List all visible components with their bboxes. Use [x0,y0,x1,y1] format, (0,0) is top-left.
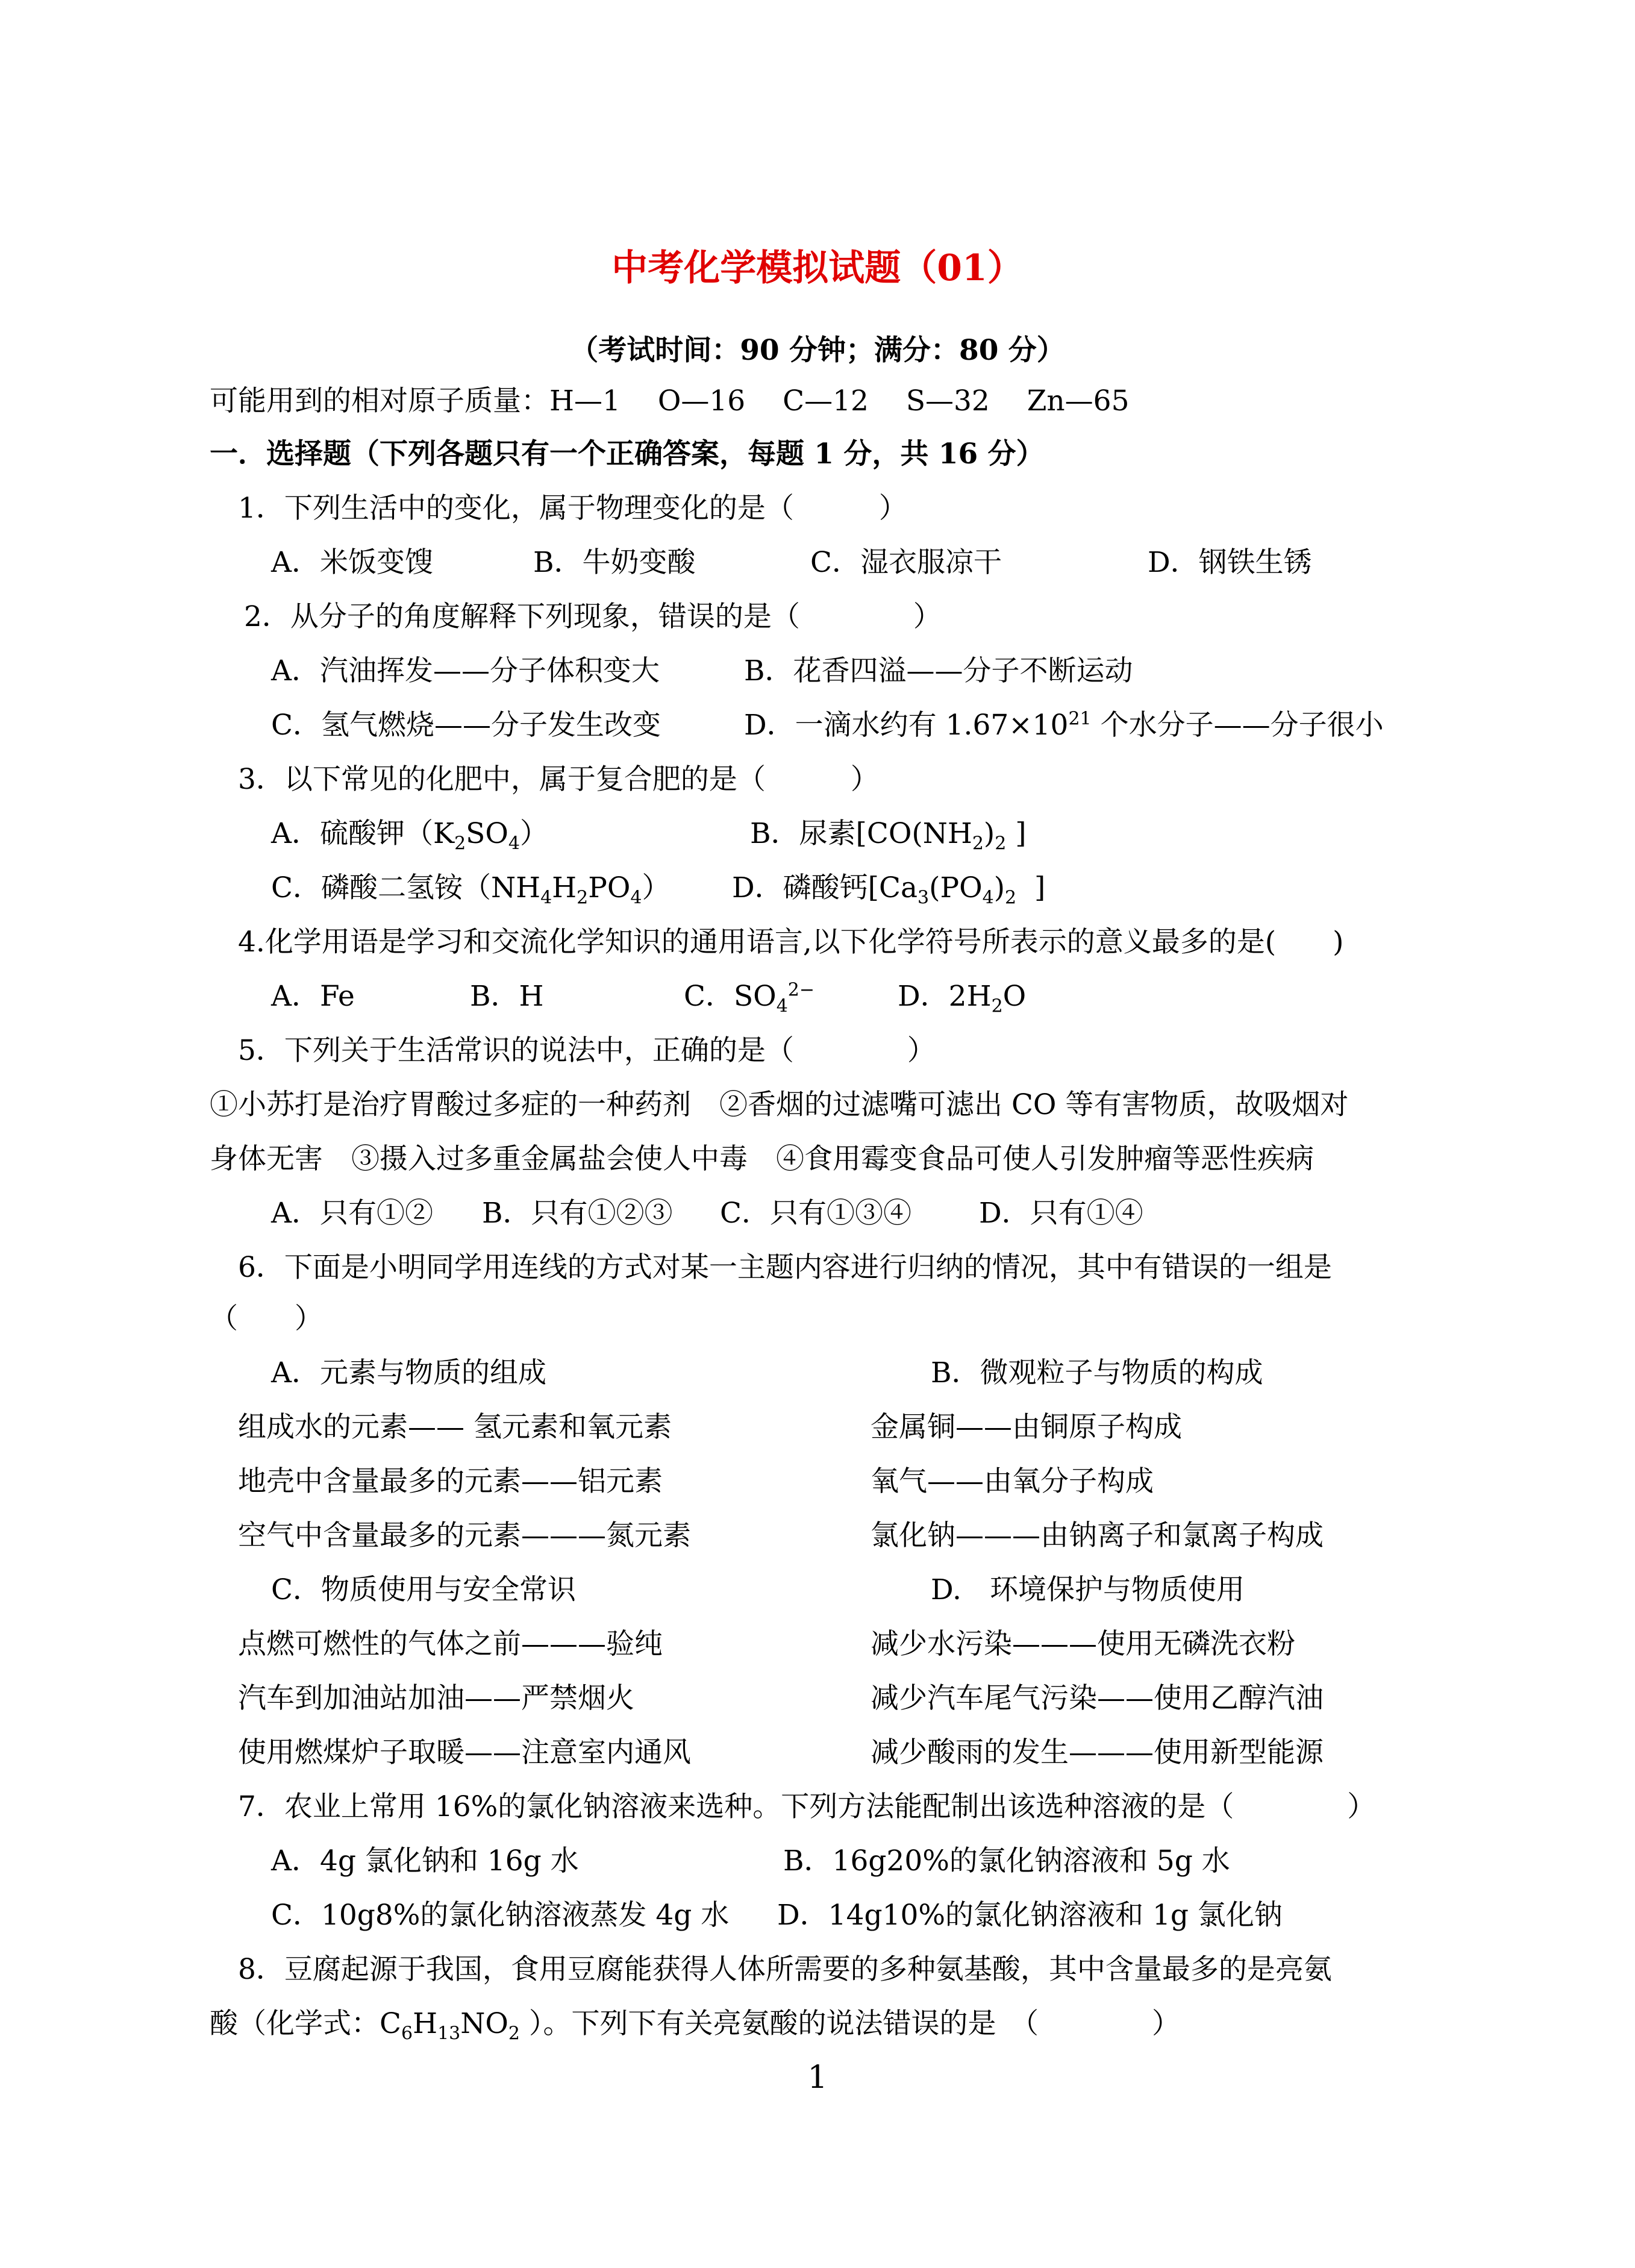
q7-option-c: C．10g8%的氯化钠溶液蒸发 4g 水 [271,1899,730,1932]
q2-option-d: D．一滴水约有 $1.67\times 10^{21}$ 个水分子——分子很小 [744,708,1384,742]
q1-option-d: D．钢铁生锈 [1148,546,1312,579]
q5-option-a: A．只有①② [271,1197,433,1230]
question-8-stem: 8．豆腐起源于我国，食用豆腐能获得人体所需要的多种氨基酸，其中含量最多的是亮氨 [238,1953,1332,1986]
q6-b-item-2: 氧气——由氧分子构成 [871,1465,1154,1498]
q2-option-b: B．花香四溢——分子不断运动 [744,654,1133,688]
q3-option-d: D．磷酸钙[$Ca_3(PO_4)_2$ ] [732,871,1046,909]
q6-group-b-heading: B．微观粒子与物质的构成 [931,1356,1263,1389]
q1-option-c: C．湿衣服凉干 [810,546,1002,579]
q6-answer-paren: （ ） [210,1302,323,1335]
q6-group-d-heading: D. 环境保护与物质使用 [931,1573,1245,1606]
q1-option-a: A．米饭变馊 [271,546,433,579]
exam-subtitle: （考试时间：90 分钟；满分：80 分） [570,334,1065,367]
q6-group-a-heading: A．元素与物质的组成 [271,1356,546,1389]
question-3-stem: 3．以下常见的化肥中，属于复合肥的是（ ） [238,763,879,796]
q7-option-d: D．14g10%的氯化钠溶液和 1g 氯化钠 [777,1899,1283,1932]
q4-option-a: A．Fe [271,980,355,1013]
q6-c-item-2: 汽车到加油站加油——严禁烟火 [238,1682,634,1715]
question-4-stem: 4.化学用语是学习和交流化学知识的通用语言,以下化学符号所表示的意义最多的是( ) [238,926,1344,959]
atomic-masses: 可能用到的相对原子质量：H—1 O—16 C—12 S—32 Zn—65 [210,384,1130,418]
q4-option-d: D．$2H_2O$ [898,980,1027,1017]
q5-option-b: B．只有①②③ [482,1197,673,1230]
exam-title: 中考化学模拟试题（01） [611,247,1024,289]
q7-option-a: A．4g 氯化钠和 16g 水 [271,1844,579,1878]
q3-option-c: C．磷酸二氢铵$(NH_4H_2PO_4)$ [271,871,671,909]
section-heading: 一．选择题（下列各题只有一个正确答案，每题 1 分，共 16 分） [210,437,1045,471]
page-number: 1 [807,2060,828,2096]
q5-option-d: D．只有①④ [979,1197,1143,1230]
q6-group-c-heading: C．物质使用与安全常识 [271,1573,576,1606]
q6-a-item-3: 空气中含量最多的元素———氮元素 [238,1519,691,1552]
question-8-stem-cont: 酸（化学式：$C_6H_{13}NO_2$ ）。下列下有关亮氨酸的说法错误的是 （ ） [210,2007,1180,2044]
q6-c-item-1: 点燃可燃性的气体之前———验纯 [238,1627,663,1661]
q5-option-c: C．只有①③④ [720,1197,911,1230]
q6-c-item-3: 使用燃煤炉子取暖——注意室内通风 [238,1736,691,1769]
q3-option-a: A．硫酸钾$(K_2SO_4)$ [271,817,548,854]
question-2-stem: 2．从分子的角度解释下列现象，错误的是（ ） [244,600,942,633]
q6-b-item-3: 氯化钠———由钠离子和氯离子构成 [871,1519,1324,1552]
q5-statement-line-2: 身体无害 ③摄入过多重金属盐会使人中毒 ④食用霉变食品可使人引发肿瘤等恶性疾病 [210,1142,1314,1176]
q7-option-b: B．16g20%的氯化钠溶液和 5g 水 [783,1844,1230,1878]
q1-option-b: B．牛奶变酸 [533,546,696,579]
q6-a-item-1: 组成水的元素—— 氢元素和氧元素 [238,1411,672,1444]
q4-option-c: C．$SO_4^{2-}$ [684,979,815,1017]
q2-option-a: A．汽油挥发——分子体积变大 [271,654,660,688]
question-5-stem: 5．下列关于生活常识的说法中，正确的是（ ） [238,1034,936,1067]
question-1-stem: 1．下列生活中的变化，属于物理变化的是（ ） [238,492,907,525]
question-7-stem: 7．农业上常用 16%的氯化钠溶液来选种。下列方法能配制出该选种溶液的是（ ） [238,1790,1376,1823]
q3-option-b: B．尿素[$CO(NH_2)_2$ ] [750,817,1027,854]
q2-option-c: C．氢气燃烧——分子发生改变 [271,709,661,742]
q5-statement-line-1: ①小苏打是治疗胃酸过多症的一种药剂 ②香烟的过滤嘴可滤出 CO 等有害物质，故吸烟对 [210,1088,1349,1121]
q6-b-item-1: 金属铜——由铜原子构成 [871,1411,1182,1444]
q6-d-item-3: 减少酸雨的发生———使用新型能源 [871,1736,1324,1769]
q4-option-b: B．H [470,980,544,1013]
question-6-stem: 6．下面是小明同学用连线的方式对某一主题内容进行归纳的情况，其中有错误的一组是 [238,1251,1332,1284]
q6-d-item-2: 减少汽车尾气污染——使用乙醇汽油 [871,1682,1324,1715]
q6-d-item-1: 减少水污染———使用无磷洗衣粉 [871,1627,1295,1661]
q6-a-item-2: 地壳中含量最多的元素——铝元素 [238,1465,663,1498]
